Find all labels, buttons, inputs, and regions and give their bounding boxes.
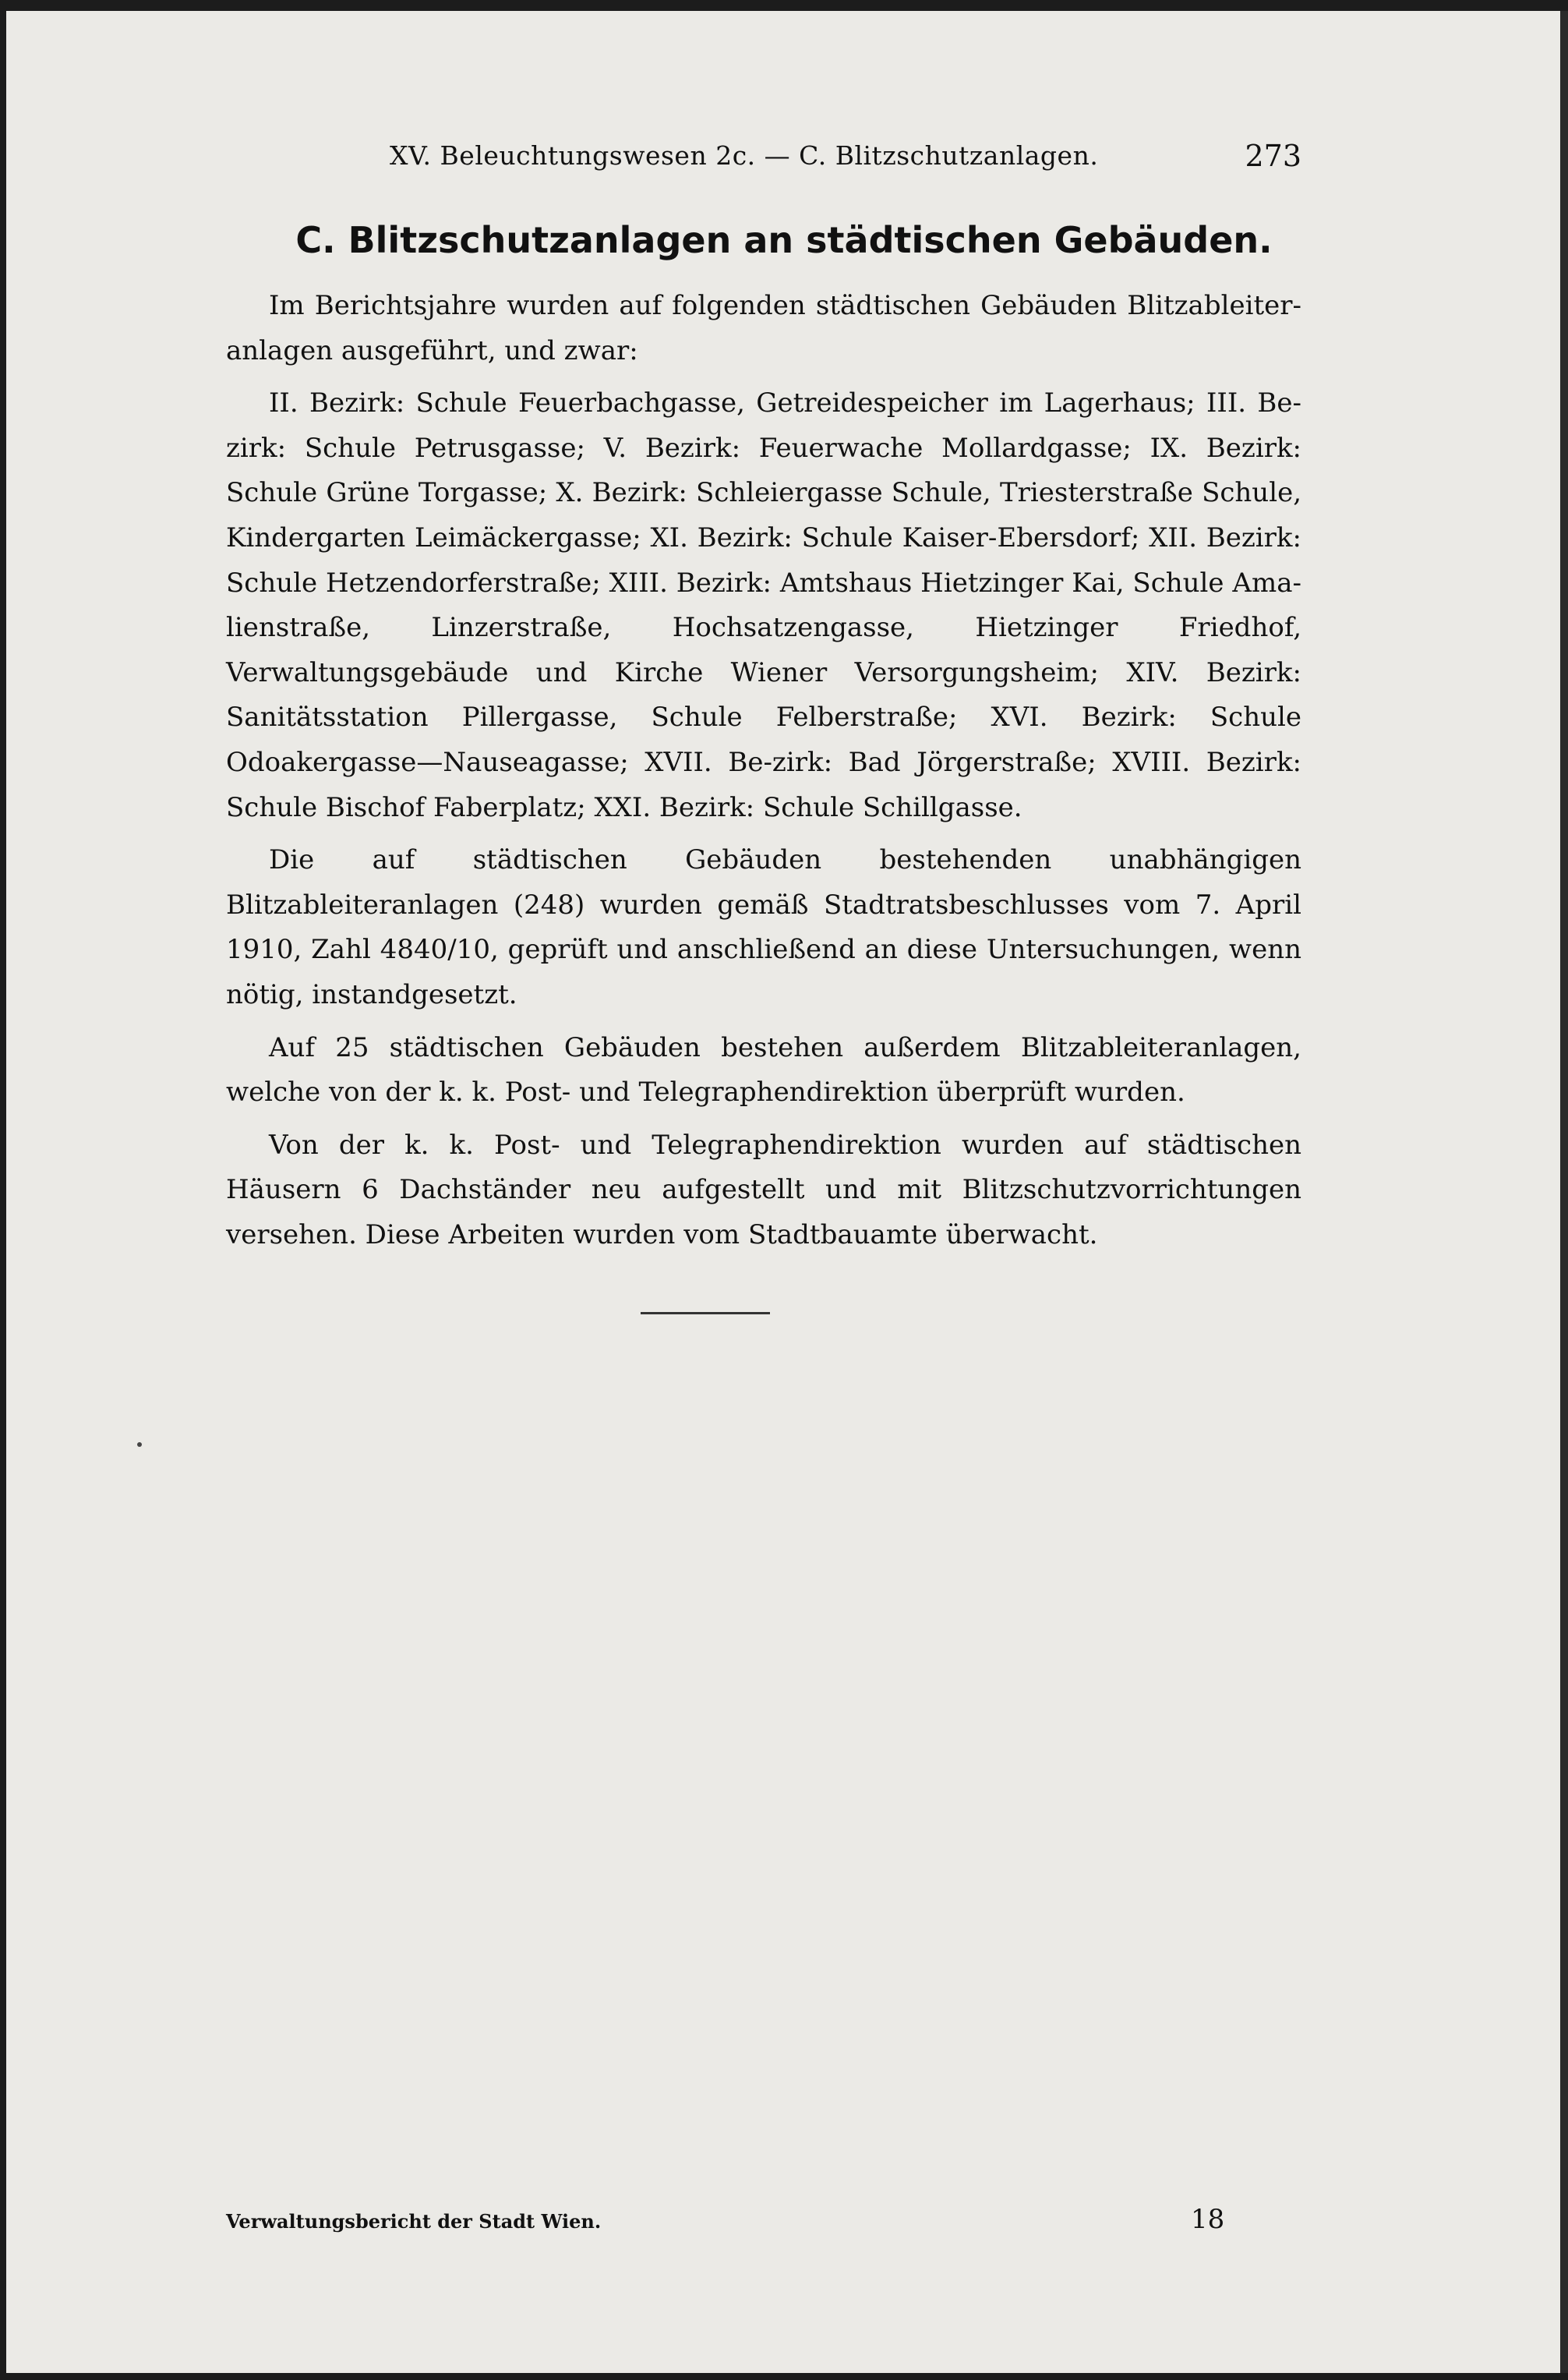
paragraph-inspection: Die auf städtischen Gebäuden bestehenden unabhängigen Blitzableiteranlagen (248) wurden gemäß Stadtratsbeschlusses vom 7. April 1910, Zahl 4840/10, geprüft und anschließend an diese Untersuchungen, wenn nötig, instandgesetzt. xyxy=(226,844,1301,1010)
footer-signature-mark: 18 xyxy=(1191,2204,1225,2235)
section-heading: C. Blitzschutzanlagen an städtischen Gebäuden. xyxy=(295,219,1273,261)
building-list-text: II. Bezirk: Schule Feuerbachgasse, Getreidespeicher im Lagerhaus; III. Be-zirk: Schule Petrusgasse; V. Bezirk: Feuerwache Mollardgasse; IX. Bezirk: Schule Grüne Torgasse; X. Bezirk: Schleiergasse Schule, Triesterstraße Schule, Kindergarten Leimäckergasse; XI. Bezirk: Schule Kaiser-Ebersdorf; XII. Bezirk: Schule Hetzendorferstraße; XIII. Bezirk: Amtshaus Hietzinger Kai, Schule Ama-lienstraße, Linzerstraße, Hochsatzengasse, Hietzinger Friedhof, Verwaltungsgebäude und Kirche Wiener Versorgungsheim; XIV. Bezirk: Sanitätsstation Pillergasse, Schule Felberstraße; XVI. Bezirk: Schule Odoakergasse—Nauseagasse; XVII. Be-zirk: Bad Jörgerstraße; XVIII. Bezirk: Schule Bischof Faberplatz; XXI. Bezirk: Schule Schillgasse. xyxy=(226,387,1301,823)
paragraph-roof-stands: Von der k. k. Post- und Telegraphendirektion wurden auf städtischen Häusern 6 Dachständer neu aufgestellt und mit Blitzschutzvorrichtungen versehen. Diese Arbeiten wurden vom Stadtbauamte überwacht. xyxy=(226,1129,1301,1250)
page-number: 273 xyxy=(1245,139,1301,173)
paragraph-post-office: Auf 25 städtischen Gebäuden bestehen außerdem Blitzableiteranlagen, welche von der k. k. Post- und Telegraphendirektion überprüft wurden. xyxy=(226,1031,1301,1109)
scan-edge xyxy=(1560,11,1568,2373)
body-text xyxy=(226,284,1301,1265)
running-head xyxy=(390,134,1301,178)
paragraph-intro: Im Berichtsjahre wurden auf folgenden städtischen Gebäuden Blitzableiter-anlagen ausgeführt, und zwar: xyxy=(226,290,1301,366)
section-end-rule xyxy=(641,1312,770,1314)
margin-dot xyxy=(137,1442,142,1447)
footer-publication: Verwaltungsbericht der Stadt Wien. xyxy=(226,2210,602,2233)
paragraph-building-list xyxy=(226,381,1301,830)
running-title: XV. Beleuchtungswesen 2c. — C. Blitzschutzanlagen. xyxy=(390,140,1099,171)
